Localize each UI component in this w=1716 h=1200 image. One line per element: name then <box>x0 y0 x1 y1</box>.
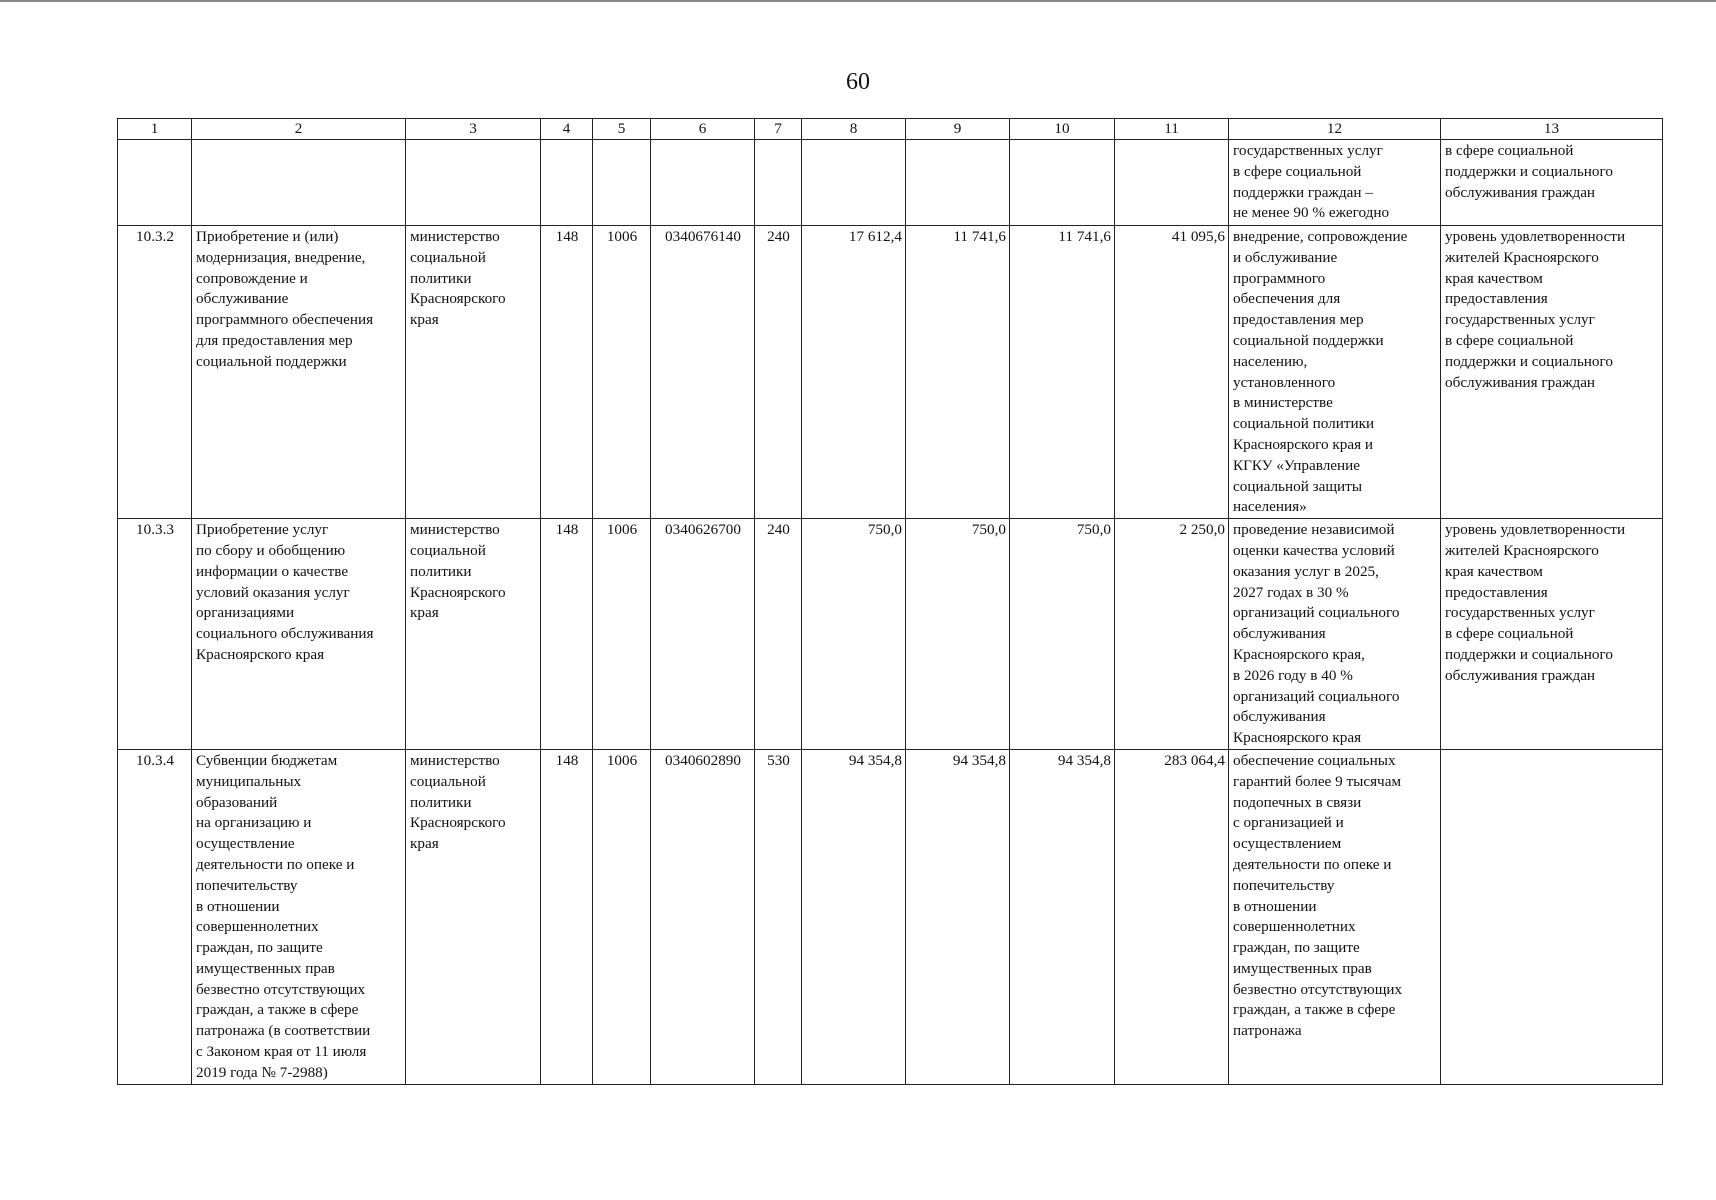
col-header-6: 6 <box>651 119 755 140</box>
col-header-7: 7 <box>755 119 802 140</box>
amount-year-2: 750,0 <box>906 519 1010 750</box>
activity-name: Приобретение и (или) модернизация, внедрение, сопровождение и обслуживание программного обеспечения для предоставления мер социальной поддержки <box>192 226 406 519</box>
table-cell <box>192 140 406 226</box>
amount-year-1: 17 612,4 <box>802 226 906 519</box>
target-indicator: уровень удовлетворенности жителей Красноярского края качеством предоставления государственных услуг в сфере социальной поддержки и социального обслуживания граждан <box>1441 519 1663 750</box>
table-cell <box>406 140 541 226</box>
code-grbs: 148 <box>541 749 593 1084</box>
amount-year-2: 11 741,6 <box>906 226 1010 519</box>
code-grbs: 148 <box>541 519 593 750</box>
col-header-1: 1 <box>118 119 192 140</box>
code-grbs: 148 <box>541 226 593 519</box>
table-cell <box>802 140 906 226</box>
code-expense-type: 240 <box>755 519 802 750</box>
table-row <box>118 519 1663 750</box>
table-cell <box>118 140 192 226</box>
expected-result: проведение независимой оценки качества условий оказания услуг в 2025, 2027 годах в 30 % организаций социального обслуживания Красноярского края, в 2026 году в 40 % организаций социального обслуживания Красноярского края <box>1229 519 1441 750</box>
row-id: 10.3.3 <box>118 519 192 750</box>
top-scan-rule <box>0 0 1716 2</box>
table-cell <box>906 140 1010 226</box>
row-id: 10.3.2 <box>118 226 192 519</box>
col-header-5: 5 <box>593 119 651 140</box>
activity-name: Приобретение услуг по сбору и обобщению информации о качестве условий оказания услуг организациями социального обслуживания Красноярского края <box>192 519 406 750</box>
page-number: 60 <box>846 69 870 95</box>
col-header-11: 11 <box>1115 119 1229 140</box>
col-header-10: 10 <box>1010 119 1115 140</box>
table-cell <box>651 140 755 226</box>
amount-total: 41 095,6 <box>1115 226 1229 519</box>
table-cell <box>755 140 802 226</box>
col-header-13: 13 <box>1441 119 1663 140</box>
col-header-2: 2 <box>192 119 406 140</box>
continuation-row <box>118 140 1663 226</box>
code-expense-type: 530 <box>755 749 802 1084</box>
col-header-12: 12 <box>1229 119 1441 140</box>
responsible-agency: министерство социальной политики Красноярского края <box>406 519 541 750</box>
column-number-header-row <box>118 119 1663 140</box>
amount-total: 283 064,4 <box>1115 749 1229 1084</box>
row-id: 10.3.4 <box>118 749 192 1084</box>
code-section: 1006 <box>593 519 651 750</box>
table-cell <box>593 140 651 226</box>
table-cell <box>1010 140 1115 226</box>
table-row <box>118 749 1663 1084</box>
col-header-8: 8 <box>802 119 906 140</box>
code-target-item: 0340626700 <box>651 519 755 750</box>
table-row <box>118 226 1663 519</box>
expected-result: внедрение, сопровождение и обслуживание программного обеспечения для предоставления мер социальной поддержки населению, установленного в министерстве социальной политики Красноярского края и КГКУ «Управление социальной защиты населения» <box>1229 226 1441 519</box>
table-cell <box>1115 140 1229 226</box>
responsible-agency: министерство социальной политики Красноярского края <box>406 749 541 1084</box>
amount-year-3: 11 741,6 <box>1010 226 1115 519</box>
code-section: 1006 <box>593 226 651 519</box>
col-header-9: 9 <box>906 119 1010 140</box>
continuation-result-text: государственных услуг в сфере социальной поддержки граждан – не менее 90 % ежегодно <box>1229 140 1441 226</box>
target-indicator: уровень удовлетворенности жителей Красноярского края качеством предоставления государственных услуг в сфере социальной поддержки и социального обслуживания граждан <box>1441 226 1663 519</box>
target-indicator <box>1441 749 1663 1084</box>
amount-year-1: 94 354,8 <box>802 749 906 1084</box>
amount-total: 2 250,0 <box>1115 519 1229 750</box>
program-activities-table <box>117 118 1663 1085</box>
col-header-4: 4 <box>541 119 593 140</box>
col-header-3: 3 <box>406 119 541 140</box>
table-cell <box>541 140 593 226</box>
code-section: 1006 <box>593 749 651 1084</box>
amount-year-2: 94 354,8 <box>906 749 1010 1084</box>
code-target-item: 0340676140 <box>651 226 755 519</box>
expected-result: обеспечение социальных гарантий более 9 тысячам подопечных в связи с организацией и осуществлением деятельности по опеке и попечительству в отношении совершеннолетних граждан, по защите имущественных прав безвестно отсутствующих граждан, а также в сфере патронажа <box>1229 749 1441 1084</box>
amount-year-1: 750,0 <box>802 519 906 750</box>
responsible-agency: министерство социальной политики Красноярского края <box>406 226 541 519</box>
amount-year-3: 750,0 <box>1010 519 1115 750</box>
code-expense-type: 240 <box>755 226 802 519</box>
amount-year-3: 94 354,8 <box>1010 749 1115 1084</box>
continuation-indicator-text: в сфере социальной поддержки и социального обслуживания граждан <box>1441 140 1663 226</box>
code-target-item: 0340602890 <box>651 749 755 1084</box>
activity-name: Субвенции бюджетам муниципальных образований на организацию и осуществление деятельности по опеке и попечительству в отношении совершеннолетних граждан, по защите имущественных прав безвестно отсутствующих граждан, а также в сфере патронажа (в соответствии с Законом края от 11 июля 2019 года № 7-2988) <box>192 749 406 1084</box>
